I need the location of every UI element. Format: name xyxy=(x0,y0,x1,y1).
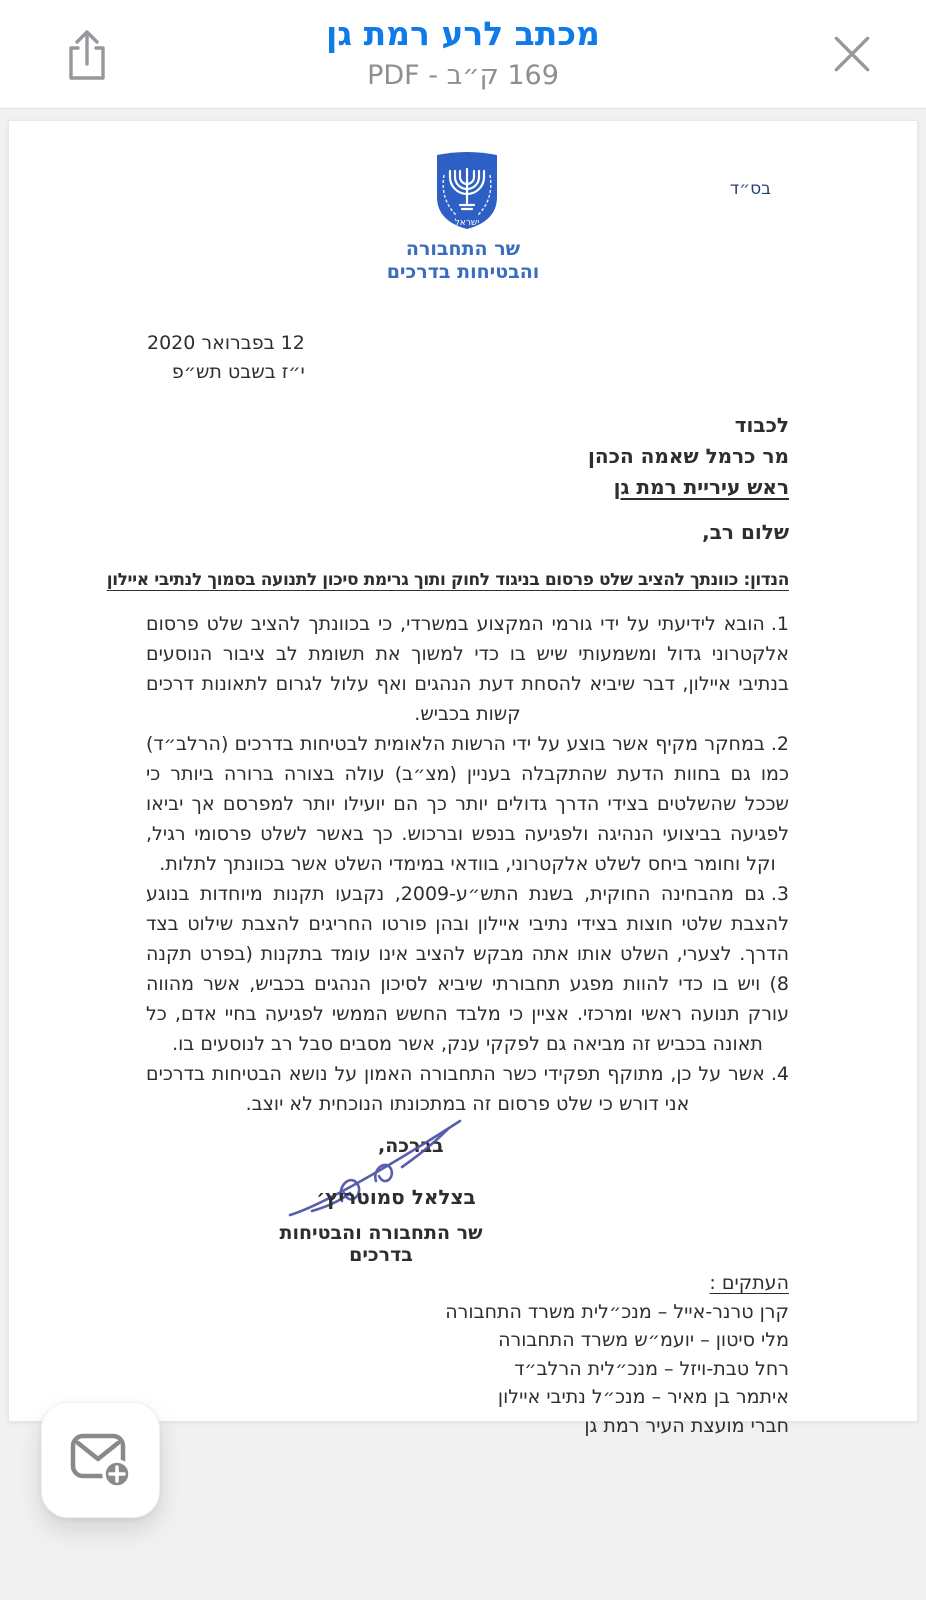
copies-line: רחל טבת-ויזל – מנכ״לית הרלב״ד xyxy=(514,1357,789,1380)
item-text: אשר על כן, מתוקף תפקידי כשר התחבורה האמון על נושא הבטיחות בדרכים אני דורש כי שלט פרסום זה במתכונתו הנוכחית לא יוצב. xyxy=(146,1063,765,1115)
greeting: שלום רב, xyxy=(702,520,789,544)
copies-line: איתמר בן מאיר – מנכ״ל נתיבי איילון xyxy=(497,1386,789,1408)
letter-dates xyxy=(147,329,305,387)
item-text: במחקר מקיף אשר בוצע על ידי הרשות הלאומית לבטיחות בדרכים (הרלב״ד) כמו גם בחוות הדעת שהתקבלה בעניין (מצ״ב) עולה בצורה ברורה ביותר כי שככל שהשלטים בצידי הדרך גדולים יותר כך הם יועילו יותר למפרסם אך יביאו לפגיעה בביצועי הנהיגה ולפגיעה בנפש וברכוש. כך באשר לשלט פרסומי רגיל, וקל וחומר ביחס לשלט אלקטרוני, בוודאי במימדי השלט אשר בכוונתך לתלות. xyxy=(146,733,789,875)
item-number: 1. xyxy=(770,613,789,635)
item-number: 3. xyxy=(770,883,789,905)
copies-line: קרן טרנר-אייל – מנכ״לית משרד התחבורה xyxy=(445,1300,789,1323)
date-gregorian: 12 בפברואר 2020 xyxy=(147,332,305,354)
letter-page xyxy=(8,120,918,1437)
date-hebrew: י״ז בשבט תש״פ xyxy=(171,361,305,383)
signer-title: שר התחבורה והבטיחות בדרכים xyxy=(279,1222,483,1266)
signer-name: בצלאל סמוטריץ׳ xyxy=(316,1185,476,1209)
emblem-caption: ישראל xyxy=(454,218,480,228)
body-item-2 xyxy=(146,729,789,879)
compose-mail-button[interactable] xyxy=(41,1402,160,1518)
item-number: 2. xyxy=(770,733,789,755)
copies-block xyxy=(146,1269,789,1440)
close-button[interactable] xyxy=(828,30,876,78)
ministry-line-2: והבטיחות בדרכים xyxy=(386,261,540,283)
letter-body xyxy=(146,609,789,1440)
item-text: גם מהבחינה החוקית, בשנת התש״ע-2009, נקבעו תקנות מיוחדות בנוגע להצבת שלטי חוצות בצידי נתיבי איילון ובהן פורטו החריגים להצבת שילוט בצד הדרך. לצערי, השלט אותו אתה מבקש להציב אינו עומד בתקנות (בפרט תקנה 8) ויש בו כדי להוות מפגע תחבורתי שיביא לסיכון הנהגים בכביש, אשר מהווה עורק תנועה ראשי ומרכזי. אציין כי מלבד החשש הממשי לפגיעה בחיי אדם, כל תאונה בכביש זה מביאה גם לפקקי ענק, אשר מסבים סבל רב לנוסעים בו. xyxy=(146,883,789,1055)
addressee-salutation: לכבוד xyxy=(734,413,789,437)
body-item-4 xyxy=(146,1059,789,1119)
addressee-block xyxy=(588,410,789,503)
addressee-role: ראש עיריית רמת גן xyxy=(613,475,789,499)
document-scroll-area[interactable] xyxy=(0,109,926,1600)
document-meta: 169 ק״ב - PDF xyxy=(367,60,559,91)
copies-line: חברי מועצת העיר רמת גן xyxy=(584,1414,789,1437)
close-icon xyxy=(828,66,876,81)
addressee-name: מר כרמל שאמה הכהן xyxy=(588,444,789,468)
document-title: מכתב לרע רמת גן xyxy=(326,14,600,53)
body-item-3 xyxy=(146,879,789,1059)
closing-word: בברכה, xyxy=(378,1135,444,1157)
handwritten-signature-icon xyxy=(284,1117,466,1227)
copies-title: העתקים : xyxy=(709,1272,789,1294)
copies-line: מלי סיטון – יועמ״ש משרד התחבורה xyxy=(498,1329,789,1351)
body-item-1 xyxy=(146,609,789,729)
ministry-letterhead xyxy=(9,238,917,284)
ministry-line-1: שר התחבורה xyxy=(405,238,521,260)
subject-line: הנדון: כוונתך להציב שלט פרסום בניגוד לחוק ותוך גרימת סיכון לתנועה בסמוך לנתיבי איילון xyxy=(106,570,789,590)
preview-header xyxy=(0,0,926,109)
bsd-mark: בס״ד xyxy=(729,179,771,199)
item-text: הובא לידיעתי על ידי גורמי המקצוע במשרדי, כי בכוונתך להציב שלט פרסום אלקטרוני גדול ומשמעותי שיש בו כדי למשוך את תשומת לב ציבור הנוסעים בנתיבי איילון, דבר שיביא להסחת דעת הנהגים ואף עלול לגרום לתאונות דרכים קשות בכביש. xyxy=(146,613,789,725)
israel-state-emblem-icon xyxy=(431,147,503,235)
mail-plus-icon xyxy=(69,1428,133,1493)
item-number: 4. xyxy=(770,1063,789,1085)
signature-block xyxy=(146,1123,789,1266)
